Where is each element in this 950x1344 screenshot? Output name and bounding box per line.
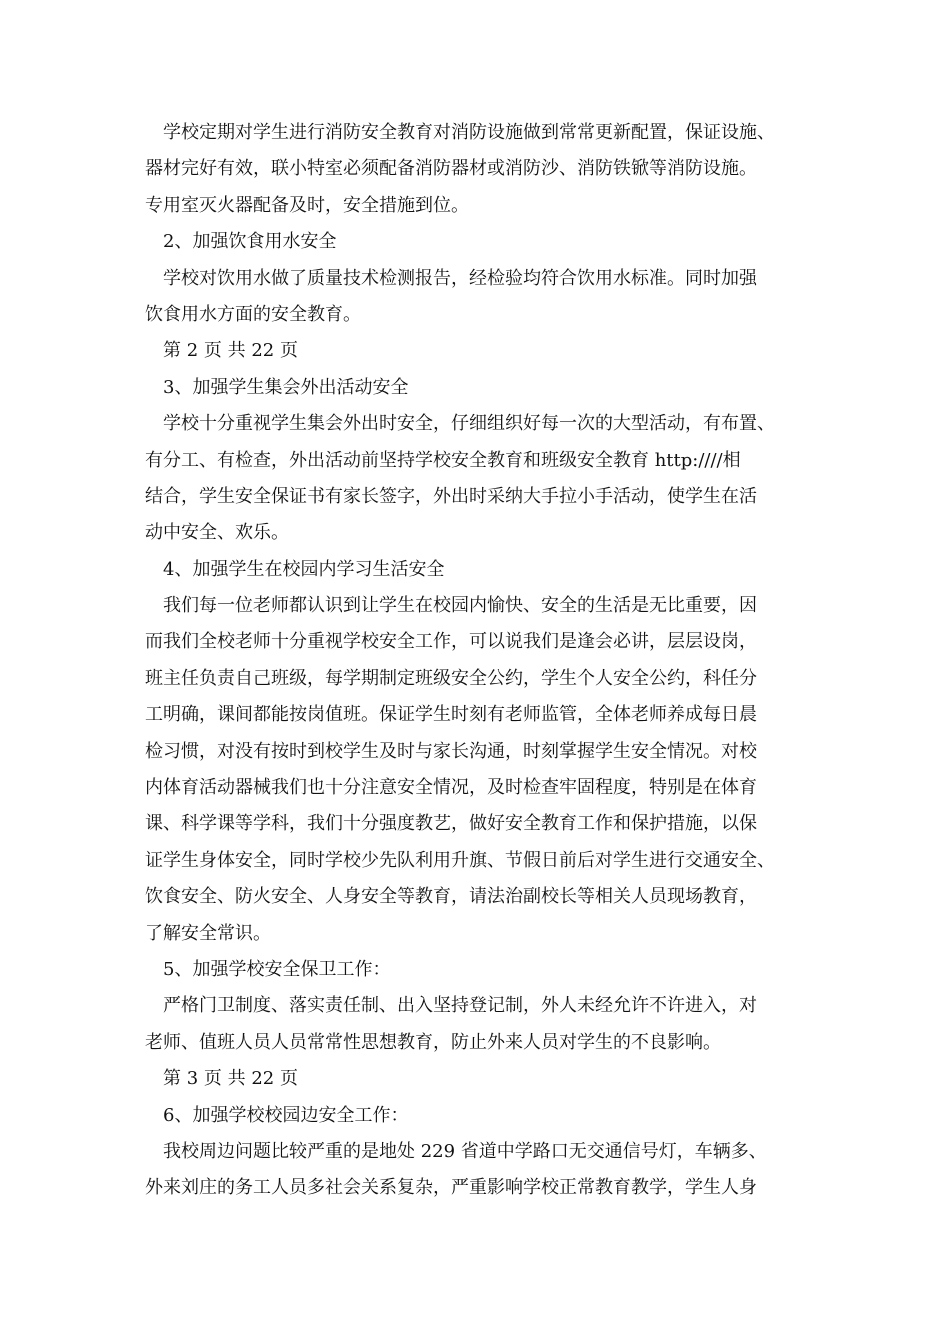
paragraph-p4 bbox=[145, 588, 813, 952]
text-line: 动中安全、欢乐。 bbox=[145, 522, 289, 544]
paragraph-h4 bbox=[145, 552, 813, 588]
text-line: 我校周边问题比较严重的是地处 229 省道中学路口无交通信号灯，车辆多、 bbox=[163, 1140, 767, 1162]
text-line: 严格门卫制度、落实责任制、出入坚持登记制，外人未经允许不许进入，对 bbox=[163, 995, 757, 1017]
text-line: 而我们全校老师十分重视学校安全工作，可以说我们是逢会必讲，层层设岗， bbox=[145, 631, 757, 653]
paragraph-h6 bbox=[145, 1098, 813, 1134]
text-line: 内体育活动器械我们也十分注意安全情况，及时检查牢固程度，特别是在体育 bbox=[145, 777, 757, 799]
text-line: 检习惯，对没有按时到校学生及时与家长沟通，时刻掌握学生安全情况。对校 bbox=[145, 740, 757, 762]
text-line: 专用室灭火器配备及时，安全措施到位。 bbox=[145, 194, 469, 216]
paragraph-p3 bbox=[145, 406, 813, 552]
paragraph-p6 bbox=[145, 1134, 813, 1207]
text-line: 有分工、有检查，外出活动前坚持学校安全教育和班级安全教育 http:////相 bbox=[145, 449, 741, 471]
paragraph-h3 bbox=[145, 370, 813, 406]
paragraph-p1 bbox=[145, 115, 813, 224]
paragraph-pg2 bbox=[145, 333, 813, 369]
text-line: 第 2 页 共 22 页 bbox=[163, 340, 298, 362]
text-line: 课、科学课等学科，我们十分强度教艺，做好安全教育工作和保护措施，以保 bbox=[145, 813, 757, 835]
text-line: 5、加强学校安全保卫工作： bbox=[163, 958, 391, 980]
text-line: 了解安全常识。 bbox=[145, 922, 271, 944]
paragraph-p5 bbox=[145, 988, 813, 1061]
text-line: 3、加强学生集会外出活动安全 bbox=[163, 376, 409, 398]
text-line: 2、加强饮食用水安全 bbox=[163, 231, 337, 253]
text-line: 证学生身体安全，同时学校少先队利用升旗、节假日前后对学生进行交通安全、 bbox=[145, 849, 775, 871]
text-line: 结合，学生安全保证书有家长签字，外出时采纳大手拉小手活动，使学生在活 bbox=[145, 485, 757, 507]
paragraph-pg3 bbox=[145, 1061, 813, 1097]
paragraph-h5 bbox=[145, 952, 813, 988]
text-line: 学校十分重视学生集会外出时安全，仔细组织好每一次的大型活动，有布置、 bbox=[163, 413, 775, 435]
paragraph-h2 bbox=[145, 224, 813, 260]
text-line: 工明确，课间都能按岗值班。保证学生时刻有老师监管，全体老师养成每日晨 bbox=[145, 704, 757, 726]
text-line: 饮食用水方面的安全教育。 bbox=[145, 303, 361, 325]
text-line: 饮食安全、防火安全、人身安全等教育，请法治副校长等相关人员现场教育， bbox=[145, 886, 757, 908]
text-line: 我们每一位老师都认识到让学生在校园内愉快、安全的生活是无比重要，因 bbox=[163, 595, 757, 617]
text-line: 老师、值班人员人员常常性思想教育，防止外来人员对学生的不良影响。 bbox=[145, 1031, 721, 1053]
text-line: 学校对饮用水做了质量技术检测报告，经检验均符合饮用水标准。同时加强 bbox=[163, 267, 757, 289]
text-line: 6、加强学校校园边安全工作： bbox=[163, 1104, 409, 1126]
text-line: 班主任负责自己班级，每学期制定班级安全公约，学生个人安全公约，科任分 bbox=[145, 667, 757, 689]
text-line: 器材完好有效，联小特室必须配备消防器材或消防沙、消防铁锨等消防设施。 bbox=[145, 158, 757, 180]
text-line: 学校定期对学生进行消防安全教育对消防设施做到常常更新配置，保证设施、 bbox=[163, 122, 775, 143]
text-line: 4、加强学生在校园内学习生活安全 bbox=[163, 558, 445, 580]
document-page bbox=[145, 115, 813, 1207]
text-line: 第 3 页 共 22 页 bbox=[163, 1068, 298, 1090]
paragraph-p2 bbox=[145, 261, 813, 334]
text-line: 外来刘庄的务工人员多社会关系复杂，严重影响学校正常教育教学，学生人身 bbox=[145, 1177, 757, 1199]
